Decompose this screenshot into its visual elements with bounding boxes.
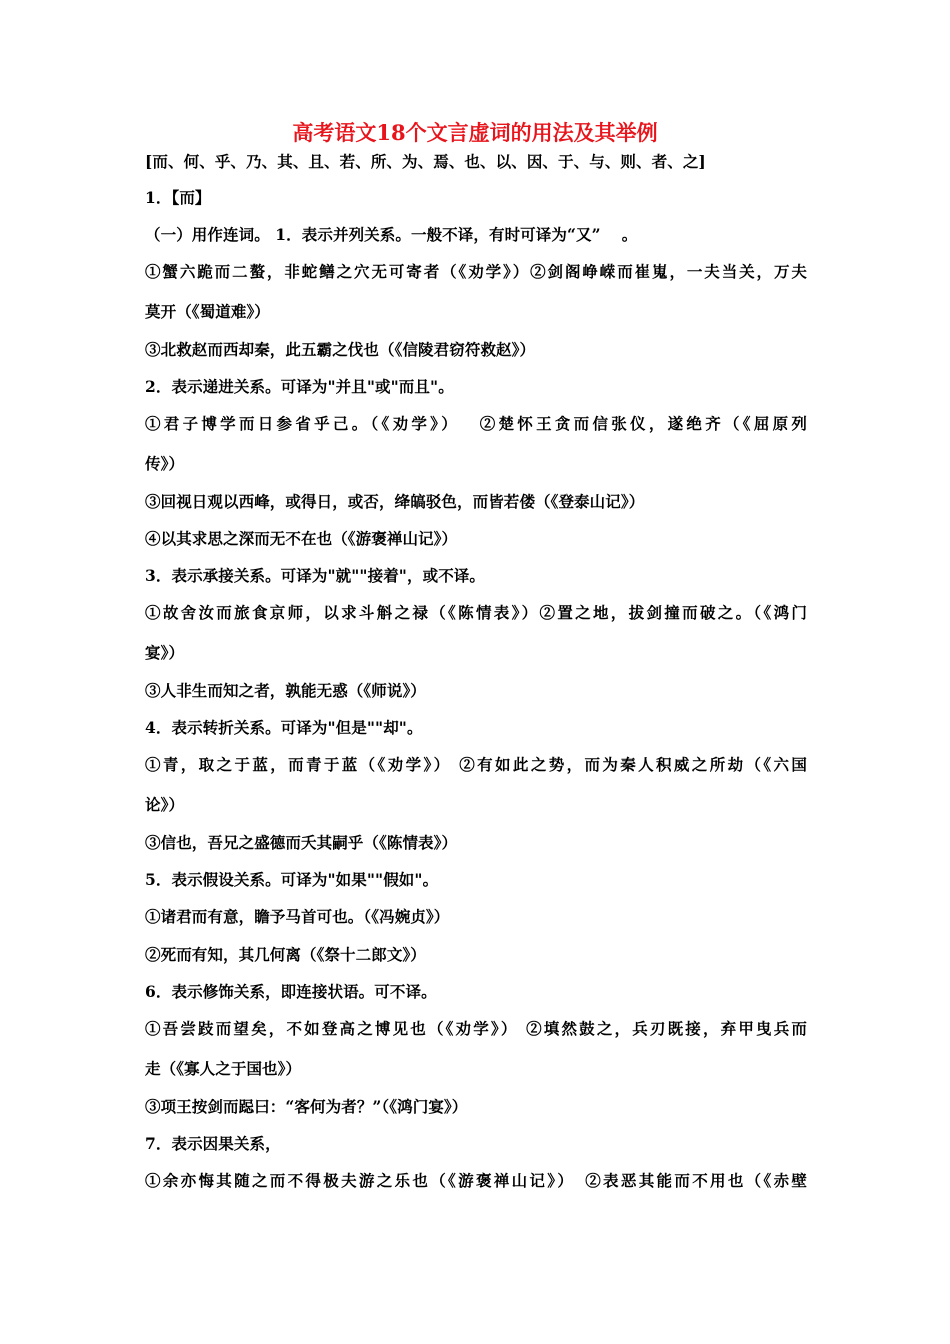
- text-line: ①君子博学而日参省乎己。（《劝学》） ②楚怀王贪而信张仪，遂绝齐（《屈原列: [145, 414, 807, 433]
- text-line: 莫开（《蜀道难》）: [145, 302, 270, 321]
- text-line: 论》）: [145, 795, 185, 814]
- text-line: ①故舍汝而旅食京师，以求斗斛之禄（《陈情表》）②置之地，拔剑撞而破之。（《鸿门: [145, 603, 807, 622]
- function-word-list: [而、何、乎、乃、其、且、若、所、为、焉、也、以、因、于、与、则、者、之]: [145, 152, 706, 171]
- text-line: ③人非生而知之者，孰能无惑（《师说》）: [145, 681, 426, 700]
- text-line: ④以其求思之深而无不在也（《游褒禅山记》）: [145, 529, 458, 548]
- text-line: ③信也，吾兄之盛德而夭其嗣乎（《陈情表》）: [145, 833, 458, 852]
- text-line: 6．表示修饰关系，即连接状语。可不译。: [145, 982, 437, 1001]
- text-line: ①余亦悔其随之而不得极夫游之乐也（《游褒禅山记》） ②表恶其能而不用也（《赤壁: [145, 1171, 807, 1190]
- text-line: 4．表示转折关系。可译为"但是""却"。: [145, 718, 423, 737]
- text-line: 5．表示假设关系。可译为"如果""假如"。: [145, 870, 439, 889]
- document-title: 高考语文18个文言虚词的用法及其举例: [292, 120, 658, 145]
- text-line: ②死而有知，其几何离（《祭十二郎文》）: [145, 945, 426, 964]
- text-line: 2．表示递进关系。可译为"并且"或"而且"。: [145, 377, 454, 396]
- text-line: ①吾尝跂而望矣，不如登高之博见也（《劝学》） ②填然鼓之，兵刃既接，弃甲曳兵而: [145, 1019, 807, 1038]
- text-line: ①蟹六跪而二螯，非蛇鳝之穴无可寄者（《劝学》）②剑阁峥嵘而崔嵬，一夫当关，万夫: [145, 262, 807, 281]
- text-line: （一）用作连词。 1．表示并列关系。一般不译，有时可译为“又” 。: [145, 225, 638, 244]
- text-line: ①青，取之于蓝，而青于蓝（《劝学》） ②有如此之势，而为秦人积威之所劫（《六国: [145, 755, 807, 774]
- text-line: ③回视日观以西峰，或得日，或否，绛皜驳色，而皆若偻（《登泰山记》）: [145, 492, 645, 511]
- text-line: 3．表示承接关系。可译为"就""接着"，或不译。: [145, 566, 485, 585]
- text-line: 走（《寡人之于国也》）: [145, 1059, 302, 1078]
- text-line: 1．【而】: [145, 188, 211, 207]
- text-line: ③项王按剑而跽曰：“客何为者？”（《鸿门宴》）: [145, 1097, 468, 1116]
- text-line: 7．表示因果关系，: [145, 1134, 281, 1153]
- text-line: 传》）: [145, 454, 185, 473]
- text-line: 宴》）: [145, 643, 185, 662]
- text-line: ③北救赵而西却秦，此五霸之伐也（《信陵君窃符救赵》）: [145, 340, 536, 359]
- text-line: ①诸君而有意，瞻予马首可也。（《冯婉贞》）: [145, 907, 450, 926]
